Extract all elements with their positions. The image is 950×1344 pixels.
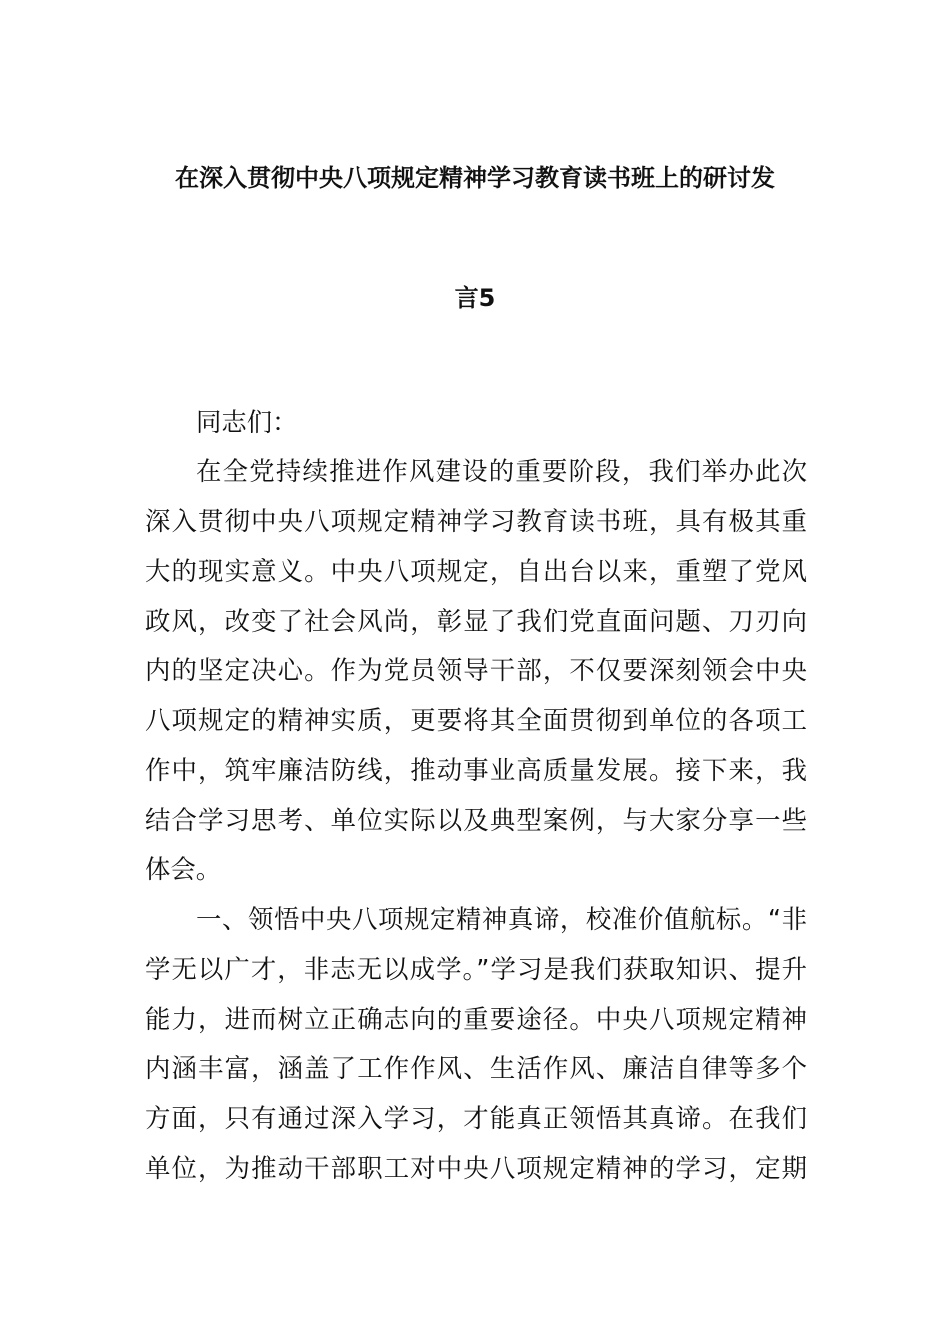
paragraph-line: 一、领悟中央八项规定精神真谛，校准价值航标。“非 — [196, 904, 807, 934]
paragraph-line: 学无以广才，非志无以成学。”学习是我们获取知识、提升 — [145, 954, 807, 984]
paragraph-line: 结合学习思考、单位实际以及典型案例，与大家分享一些 — [145, 805, 807, 835]
paragraph-line: 体会。 — [145, 854, 222, 884]
paragraph-line: 方面，只有通过深入学习，才能真正领悟其真谛。在我们 — [145, 1103, 807, 1133]
paragraph-line: 深入贯彻中央八项规定精神学习教育读书班，具有极其重 — [145, 506, 807, 536]
paragraph-line: 能力，进而树立正确志向的重要途径。中央八项规定精神 — [145, 1004, 807, 1034]
document-title-line-1: 在深入贯彻中央八项规定精神学习教育读书班上的研讨发 — [175, 164, 775, 192]
paragraph-line: 作中，筑牢廉洁防线，推动事业高质量发展。接下来，我 — [145, 755, 807, 785]
paragraph-line: 政风，改变了社会风尚，彰显了我们党直面问题、刀刃向 — [145, 606, 807, 636]
paragraph-line: 大的现实意义。中央八项规定，自出台以来，重塑了党风 — [145, 556, 807, 586]
salutation: 同志们： — [196, 407, 298, 437]
paragraph-line: 内涵丰富，涵盖了工作作风、生活作风、廉洁自律等多个 — [145, 1053, 807, 1083]
paragraph-line: 八项规定的精神实质，更要将其全面贯彻到单位的各项工 — [145, 705, 807, 735]
document-title-line-2: 言5 — [454, 284, 496, 312]
paragraph-line: 单位，为推动干部职工对中央八项规定精神的学习，定期 — [145, 1153, 807, 1183]
paragraph-line: 在全党持续推进作风建设的重要阶段，我们举办此次 — [196, 456, 807, 486]
paragraph-line: 内的坚定决心。作为党员领导干部，不仅要深刻领会中央 — [145, 655, 807, 685]
